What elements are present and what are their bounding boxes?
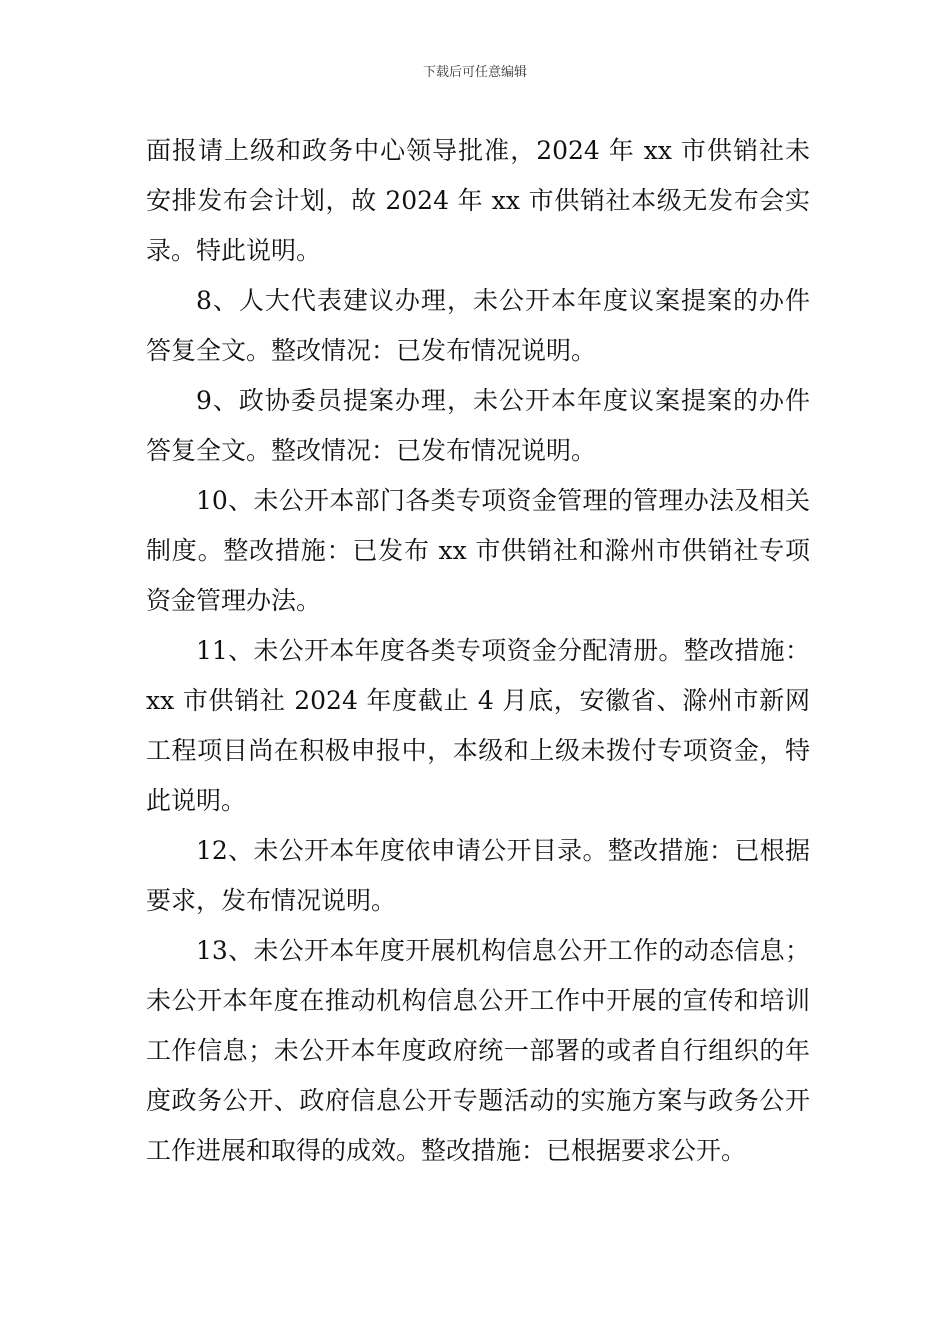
page-header: 下载后可任意编辑 — [422, 65, 527, 80]
paragraph-item-10: 10、未公开本部门各类专项资金管理的管理办法及相关制度。整改措施：已发布 xx 市供销社和滁州市供销社专项资金管理办法。 — [146, 486, 810, 615]
paragraph-item-8: 8、人大代表建议办理，未公开本年度议案提案的办件答复全文。整改情况：已发布情况说明。 — [146, 286, 810, 365]
paragraph-item-13: 13、未公开本年度开展机构信息公开工作的动态信息；未公开本年度在推动机构信息公开工作中开展的宣传和培训工作信息；未公开本年度政府统一部署的或者自行组织的年度政务公开、政府信息公开专题活动的实施方案与政务公开工作进展和取得的成效。整改措施：已根据要求公开。 — [146, 936, 810, 1165]
paragraph-item-12: 12、未公开本年度依申请公开目录。整改措施：已根据要求，发布情况说明。 — [146, 836, 810, 915]
document-body — [146, 126, 810, 1176]
paragraph-continuation: 面报请上级和政务中心领导批准，2024 年 xx 市供销社未安排发布会计划，故 2024 年 xx 市供销社本级无发布会实录。特此说明。 — [146, 136, 810, 265]
paragraph-item-9: 9、政协委员提案办理，未公开本年度议案提案的办件答复全文。整改情况：已发布情况说明。 — [146, 386, 810, 465]
paragraph-item-11: 11、未公开本年度各类专项资金分配清册。整改措施：xx 市供销社 2024 年度截止 4 月底，安徽省、滁州市新网工程项目尚在积极申报中，本级和上级未拨付专项资金，特此说明。 — [146, 636, 810, 815]
